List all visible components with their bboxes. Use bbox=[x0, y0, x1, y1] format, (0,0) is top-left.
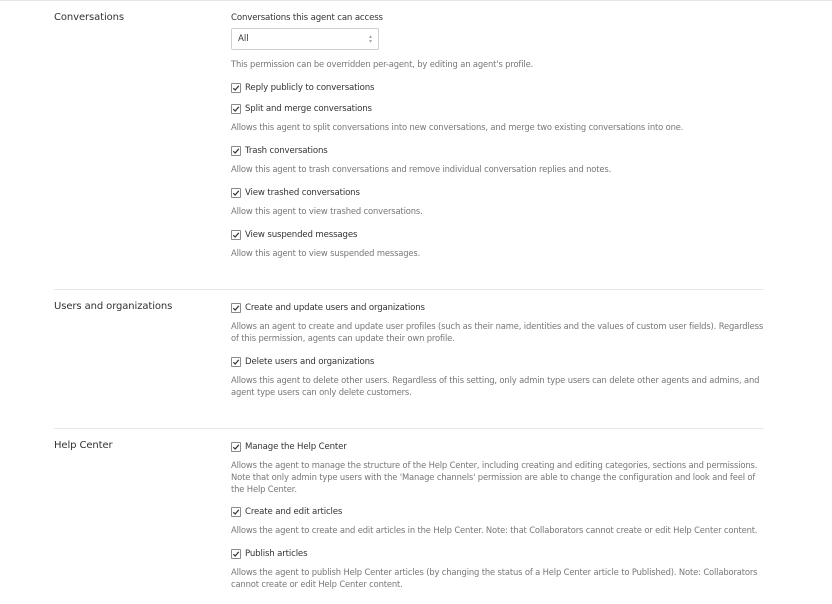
checkbox[interactable] bbox=[231, 507, 241, 517]
perm-view-suspended[interactable] bbox=[231, 229, 357, 241]
access-label: Conversations this agent can access bbox=[231, 13, 383, 23]
perm-trash[interactable] bbox=[231, 145, 328, 157]
checkbox[interactable] bbox=[231, 230, 241, 240]
perm-label: Split and merge conversations bbox=[245, 104, 372, 114]
perm-desc: Allow this agent to view trashed conversations. bbox=[231, 206, 423, 216]
checkbox[interactable] bbox=[231, 549, 241, 559]
perm-label: Create and update users and organizations bbox=[245, 303, 425, 313]
section-title: Users and organizations bbox=[54, 301, 173, 312]
top-divider bbox=[0, 0, 832, 1]
perm-manage-help-center[interactable] bbox=[231, 441, 347, 453]
perm-desc: Allows the agent to create and edit articles in the Help Center. Note: that Collaborators cannot create or edit Help Center content. bbox=[231, 525, 758, 535]
checkbox[interactable] bbox=[231, 83, 241, 93]
section-divider bbox=[54, 289, 764, 290]
perm-view-trashed[interactable] bbox=[231, 187, 360, 199]
checkbox[interactable] bbox=[231, 303, 241, 313]
access-select-value: All bbox=[238, 34, 249, 44]
checkbox[interactable] bbox=[231, 188, 241, 198]
section-title: Help Center bbox=[54, 440, 113, 451]
perm-label: Trash conversations bbox=[245, 146, 328, 156]
section-divider bbox=[54, 428, 764, 429]
access-note: This permission can be overridden per-agent, by editing an agent's profile. bbox=[231, 59, 534, 69]
perm-label: View suspended messages bbox=[245, 230, 358, 240]
perm-desc: Allows this agent to split conversations into new conversations, and merge two existing conversations into one. bbox=[231, 122, 684, 132]
section-title: Conversations bbox=[54, 12, 125, 23]
perm-create-edit-articles[interactable] bbox=[231, 506, 342, 518]
checkbox[interactable] bbox=[231, 104, 241, 114]
checkbox[interactable] bbox=[231, 442, 241, 452]
perm-desc: Allow this agent to trash conversations and remove individual conversation replies and notes. bbox=[231, 164, 612, 174]
perm-publish-articles[interactable] bbox=[231, 548, 307, 560]
perm-label: Manage the Help Center bbox=[245, 442, 347, 452]
perm-create-update-users[interactable] bbox=[231, 302, 425, 314]
perm-desc: Allows this agent to delete other users. Regardless of this setting, only admin type users can delete other agents and admins, and agent type users can only delete customers. bbox=[231, 375, 760, 397]
perm-label: Create and edit articles bbox=[245, 507, 343, 517]
perm-desc: Allows the agent to publish Help Center articles (by changing the status of a Help Center article to Published). Note: Collaborators cannot create or edit Help Center content. bbox=[231, 567, 758, 589]
select-arrows-icon: ▴ ▾ bbox=[368, 33, 372, 45]
perm-delete-users[interactable] bbox=[231, 356, 374, 368]
perm-label: View trashed conversations bbox=[245, 188, 360, 198]
perm-desc: Allows an agent to create and update user profiles (such as their name, identities and the values of custom user fields). Regardless of this permission, agents can update their own profile. bbox=[231, 321, 764, 343]
perm-label: Reply publicly to conversations bbox=[245, 83, 375, 93]
checkbox[interactable] bbox=[231, 357, 241, 367]
perm-desc: Allow this agent to view suspended messages. bbox=[231, 248, 421, 258]
access-select[interactable] bbox=[231, 28, 379, 50]
perm-reply-publicly[interactable] bbox=[231, 82, 374, 94]
checkbox[interactable] bbox=[231, 146, 241, 156]
perm-split-merge[interactable] bbox=[231, 103, 372, 115]
perm-label: Delete users and organizations bbox=[245, 357, 375, 367]
perm-desc: Allows the agent to manage the structure of the Help Center, including creating and editing categories, sections and permissions. Note that only admin type users with the 'Manage channels' permission are able to change the configuration and look and feel of the Help Center. bbox=[231, 460, 758, 494]
perm-label: Publish articles bbox=[245, 549, 308, 559]
